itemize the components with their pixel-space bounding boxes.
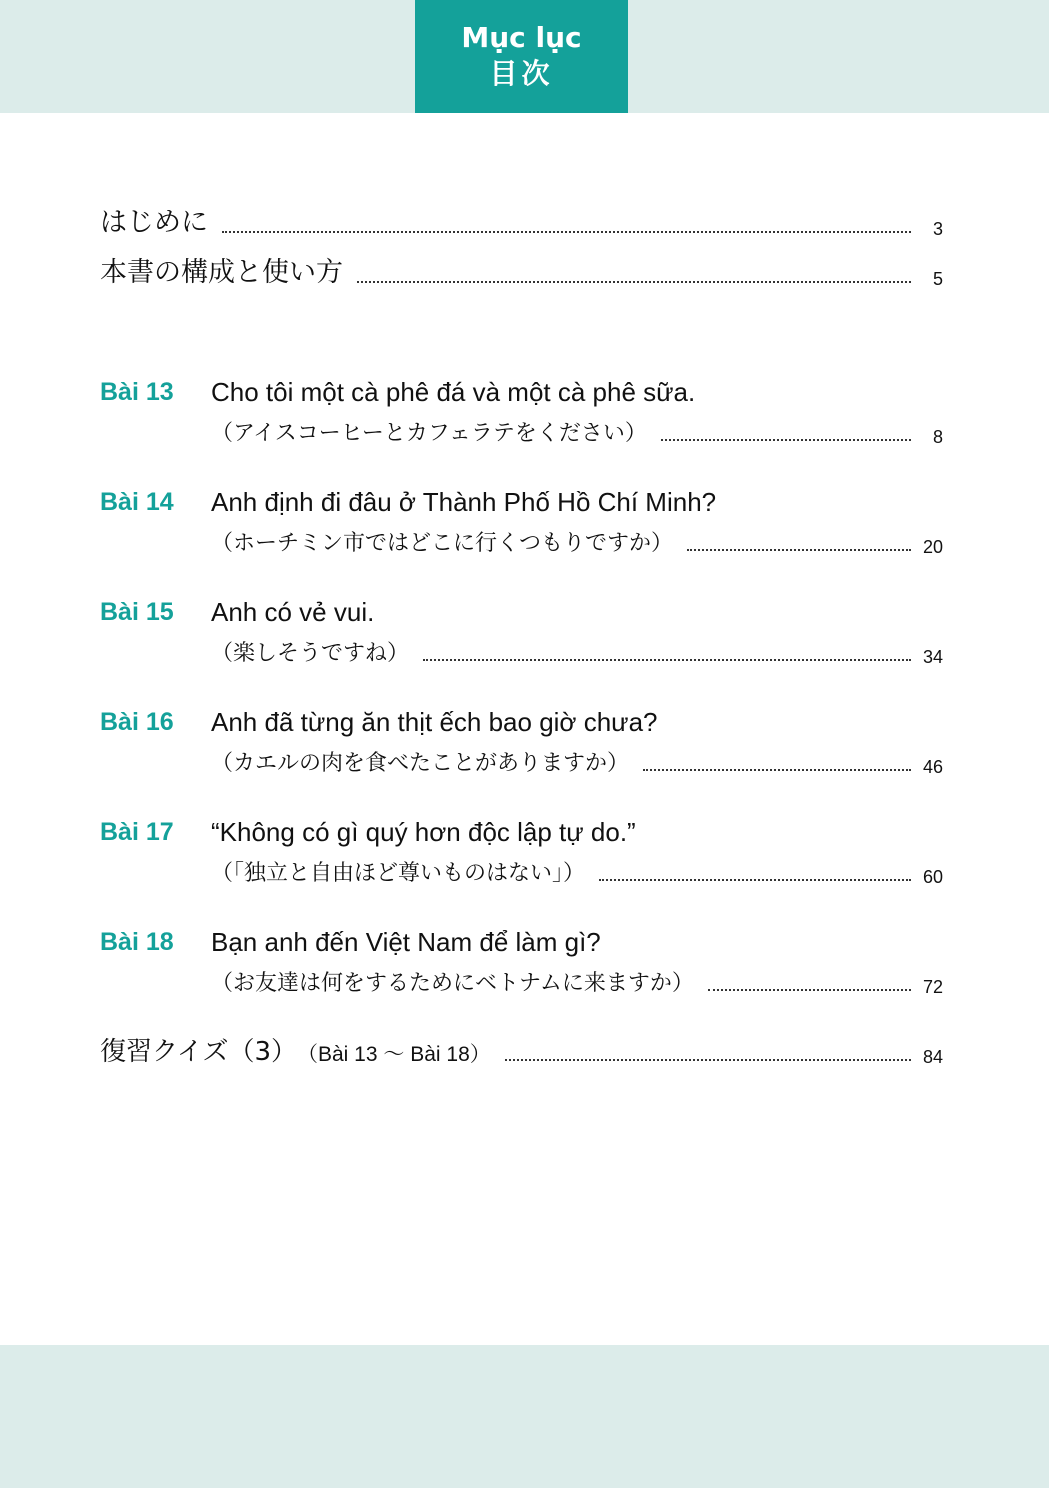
lesson-title-vn: Bạn anh đến Việt Nam để làm gì? (211, 927, 601, 957)
lesson-title-vn: Cho tôi một cà phê đá và một cà phê sữa. (211, 377, 696, 407)
quiz-label: 復習クイズ（3） (100, 1037, 297, 1067)
lesson-number: Bài 18 (100, 928, 174, 956)
page-number: 20 (922, 537, 943, 557)
title-tab (415, 0, 628, 113)
lesson-title-vn: Anh có vẻ vui. (211, 597, 375, 627)
lesson-title-vn: Anh định đi đâu ở Thành Phố Hồ Chí Minh? (211, 487, 717, 517)
lesson-number: Bài 14 (100, 488, 174, 516)
title-jp: 目次 (489, 56, 554, 90)
page-number: 34 (922, 647, 943, 667)
lesson-subtitle-row (211, 860, 943, 888)
lesson-number: Bài 17 (100, 818, 174, 846)
toc-entry-intro[interactable] (100, 206, 943, 240)
dot-leader (423, 659, 911, 661)
dot-leader (708, 989, 911, 991)
lesson-title-jp: （カエルの肉を食べたことがありますか） (211, 751, 630, 776)
lesson-number: Bài 16 (100, 708, 174, 736)
toc-entry-review-quiz[interactable] (100, 1036, 943, 1068)
lesson-number: Bài 15 (100, 598, 174, 626)
lesson-title-jp: （お友達は何をするためにベトナムに来ますか） (211, 971, 694, 996)
page-number: 72 (922, 977, 943, 997)
lesson-subtitle-row (211, 970, 943, 998)
lesson-title-vn: Anh đã từng ăn thịt ếch bao giờ chưa? (211, 707, 658, 737)
lesson-title-jp: （「独立と自由ほど尊いものはない」） (211, 861, 586, 886)
lesson-subtitle-row (211, 420, 943, 448)
lesson-title-vn: “Không có gì quý hơn độc lập tự do.” (211, 817, 636, 847)
dot-leader (222, 231, 911, 233)
page-number: 8 (932, 427, 943, 447)
lesson-title-jp: （ホーチミン市ではどこに行くつもりですか） (211, 531, 674, 556)
page-number: 60 (922, 867, 943, 887)
lesson-number: Bài 13 (100, 378, 174, 406)
footer-band (0, 1345, 1049, 1488)
dot-leader (661, 439, 911, 441)
dot-leader (643, 769, 911, 771)
dot-leader (505, 1059, 911, 1061)
page-number: 46 (922, 757, 943, 777)
lesson-subtitle-row (211, 640, 943, 668)
lesson-subtitle-row (211, 530, 943, 558)
lesson-title-jp: （アイスコーヒーとカフェラテをください） (211, 421, 647, 446)
entry-label: 本書の構成と使い方 (100, 257, 343, 288)
quiz-range: （Bài 13 ～ Bài 18） (296, 1043, 491, 1066)
entry-label: はじめに (100, 207, 208, 238)
title-vn: Mục lục (461, 20, 582, 54)
lesson-title-jp: （楽しそうですね） (211, 641, 410, 666)
page-number: 84 (922, 1047, 943, 1067)
toc-entry-structure[interactable] (100, 256, 943, 290)
dot-leader (357, 281, 911, 283)
page-number: 5 (932, 269, 943, 289)
dot-leader (687, 549, 911, 551)
lesson-subtitle-row (211, 750, 943, 778)
page-number: 3 (932, 219, 943, 239)
dot-leader (599, 879, 911, 881)
